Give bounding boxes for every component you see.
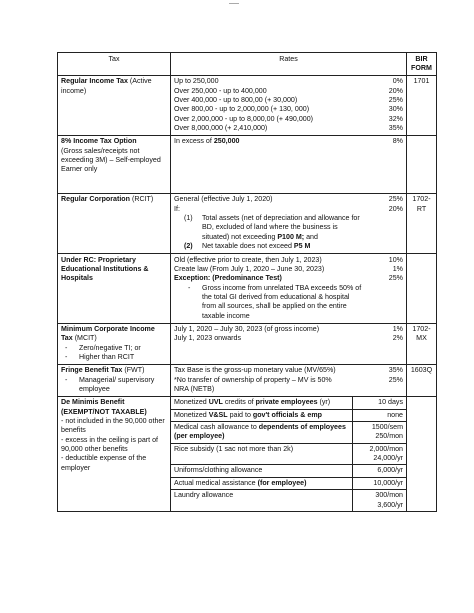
tax-table-page <box>57 52 437 512</box>
dm-item: Rice subsidy (1 sac not more than 2k) <box>171 443 353 465</box>
de-minimis-name: De Minimis Benefit (EXEMPT/NOT TAXABLE) - not included in the 90,000 other benefits - excess in the ceiling is part of 90,000 other benefits - deductible expense of the employer <box>58 397 171 512</box>
bracket-rate: 0% <box>392 77 403 86</box>
row-regular-income <box>58 75 437 135</box>
dm-value: 300/mon 3,600/yr <box>353 490 407 512</box>
dm-row <box>58 397 437 409</box>
regular-income-name: Regular Income Tax (Active income) <box>58 75 171 135</box>
regular-income-form: 1701 <box>407 75 437 135</box>
bracket-label: Over 250,000 - up to 400,000 <box>174 86 267 95</box>
row-income-tax-option <box>58 135 437 193</box>
dm-item: Monetized V&SL paid to gov't officials & emp <box>171 409 353 421</box>
bracket-rate: 25% <box>388 95 403 104</box>
income-tax-option-rate: In excess of 250,000 8% <box>171 135 407 193</box>
regular-income-brackets <box>171 75 407 135</box>
fbt-form: 1603Q <box>407 364 437 396</box>
dm-value: 1500/sem 250/mon <box>353 421 407 443</box>
dm-value: 10 days <box>353 397 407 409</box>
dm-item: Actual medical assistance (for employee) <box>171 477 353 489</box>
dm-value: none <box>353 409 407 421</box>
bracket-label: Up to 250,000 <box>174 77 219 86</box>
header-rates: Rates <box>171 53 407 76</box>
dm-value: 10,000/yr <box>353 477 407 489</box>
bracket-rate: 30% <box>388 105 403 114</box>
row-fbt <box>58 364 437 396</box>
rcit-name: Regular Corporation (RCIT) <box>58 193 171 253</box>
row-mcit <box>58 323 437 364</box>
bracket-rate: 35% <box>388 124 403 133</box>
dm-item: Medical cash allowance to dependents of employees (per employee) <box>171 421 353 443</box>
dm-value: 6,000/yr <box>353 465 407 477</box>
row-under-rc <box>58 254 437 324</box>
rcit-rates: General (effective July 1, 2020) 25% If: 20% (1) Total assets (net of depreciation and allowance for BD, excluded of land where the business is situated) not exceeding P100 M; and (2) Net taxable does not exceed P5 M <box>171 193 407 253</box>
header-bir-form: BIR FORM <box>407 53 437 76</box>
row-rcit <box>58 193 437 253</box>
mcit-name: Minimum Corporate Income Tax (MCIT) - Zero/negative TI; or - Higher than RCIT <box>58 323 171 364</box>
header-tax: Tax <box>58 53 171 76</box>
mcit-form: 1702-MX <box>407 323 437 364</box>
mcit-rates: July 1, 2020 – July 30, 2023 (of gross income) 1% July 1, 2023 onwards 2% <box>171 323 407 364</box>
header-row <box>58 53 437 76</box>
de-minimis-table <box>57 396 437 512</box>
bracket-label: Over 400,000 - up to 800,00 (+ 30,000) <box>174 95 298 104</box>
dm-item: Uniforms/clothing allowance <box>171 465 353 477</box>
under-rc-rates: Old (effective prior to create, then July 1, 2023) 10% Create law (From July 1, 2020 – June 30, 2023) 1% Exception: (Predominance Test) 25% - Gross income from unrelated TBA exceeds 50% of the total GI derived from educational & hospital from all sources, shall be applied on the entire taxable income <box>171 254 407 324</box>
dm-value: 2,000/mon 24,000/yr <box>353 443 407 465</box>
income-tax-option-name: 8% Income Tax Option (Gross sales/receipts not exceeding 3M) – Self-employed Earner only <box>58 135 171 193</box>
rcit-form: 1702-RT <box>407 193 437 253</box>
dm-item: Monetized UVL credits of private employees (yr) <box>171 397 353 409</box>
under-rc-name: Under RC: Proprietary Educational Institutions & Hospitals <box>58 254 171 324</box>
de-minimis-form <box>407 397 437 512</box>
dm-item: Laundry allowance <box>171 490 353 512</box>
bracket-label: Over 2,000,000 - up to 8,000,00 (+ 490,000) <box>174 114 314 123</box>
fbt-name: Fringe Benefit Tax (FWT) - Managerial/ supervisory employee <box>58 364 171 396</box>
income-tax-option-form <box>407 135 437 193</box>
tax-table <box>57 52 437 397</box>
bracket-label: Over 8,000,000 (+ 2,410,000) <box>174 124 268 133</box>
bracket-label: Over 800,00 - up to 2,000,000 (+ 130, 000) <box>174 105 310 114</box>
bracket-rate: 32% <box>388 114 403 123</box>
fbt-rates: Tax Base is the gross-up monetary value (MV/65%) 35% *No transfer of ownership of property – MV is 50% 25% NRA (NETB) <box>171 364 407 396</box>
under-rc-form <box>407 254 437 324</box>
top-mark <box>229 3 239 4</box>
bracket-rate: 20% <box>388 86 403 95</box>
